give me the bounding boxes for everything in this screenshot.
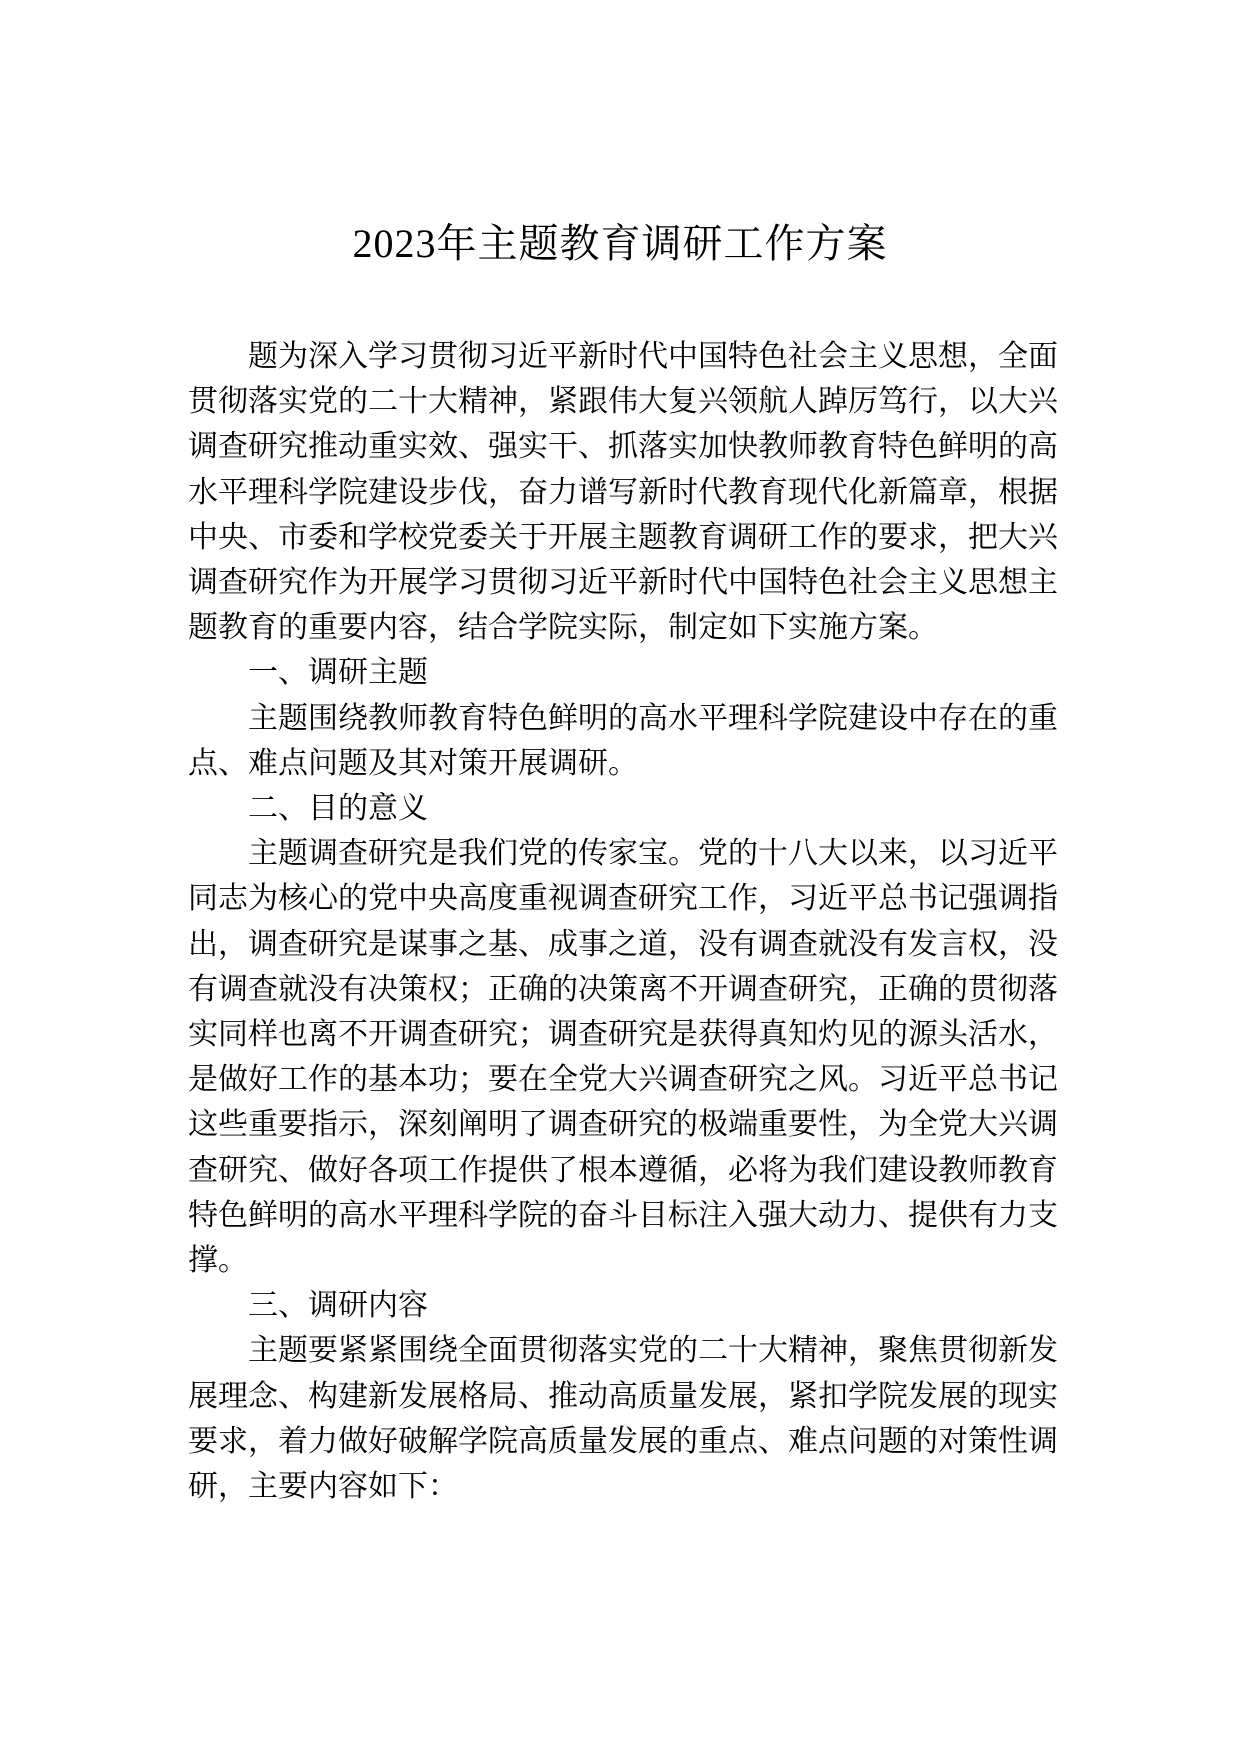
title-year: 2023 xyxy=(352,221,437,266)
section-paragraph-3: 主题要紧紧围绕全面贯彻落实党的二十大精神，聚焦贯彻新发展理念、构建新发展格局、推动高质量发展，紧扣学院发展的现实要求，着力做好破解学院高质量发展的重点、难点问题的对策性调研，主要内容如下： xyxy=(188,1333,1058,1505)
document-body xyxy=(188,334,1058,1509)
section-paragraph-1: 主题围绕教师教育特色鲜明的高水平理科学院建设中存在的重点、难点问题及其对策开展调研。 xyxy=(188,700,1058,781)
section-heading-2: 二、目的意义 xyxy=(248,791,428,827)
document-title xyxy=(0,214,1240,274)
section-heading-1: 一、调研主题 xyxy=(248,655,428,691)
section-heading-3: 三、调研内容 xyxy=(248,1288,428,1324)
section-paragraph-2: 主题调查研究是我们党的传家宝。党的十八大以来，以习近平同志为核心的党中央高度重视调查研究工作，习近平总书记强调指出，调查研究是谋事之基、成事之道，没有调查就没有发言权，没有调查就没有决策权；正确的决策离不开调查研究，正确的贯彻落实同样也离不开调查研究；调查研究是获得真知灼见的源头活水，是做好工作的基本功；要在全党大兴调查研究之风。习近平总书记这些重要指示，深刻阐明了调查研究的极端重要性，为全党大兴调查研究、做好各项工作提供了根本遵循，必将为我们建设教师教育特色鲜明的高水平理科学院的奋斗目标注入强大动力、提供有力支撑。 xyxy=(188,836,1058,1279)
title-text: 年主题教育调研工作方案 xyxy=(436,221,888,267)
intro-paragraph: 题为深入学习贯彻习近平新时代中国特色社会主义思想，全面贯彻落实党的二十大精神，紧跟伟大复兴领航人踔厉笃行，以大兴调查研究推动重实效、强实干、抓落实加快教师教育特色鲜明的高水平理科学院建设步伐，奋力谱写新时代教育现代化新篇章，根据中央、市委和学校党委关于开展主题教育调研工作的要求，把大兴调查研究作为开展学习贯彻习近平新时代中国特色社会主义思想主题教育的重要内容，结合学院实际，制定如下实施方案。 xyxy=(188,339,1058,646)
